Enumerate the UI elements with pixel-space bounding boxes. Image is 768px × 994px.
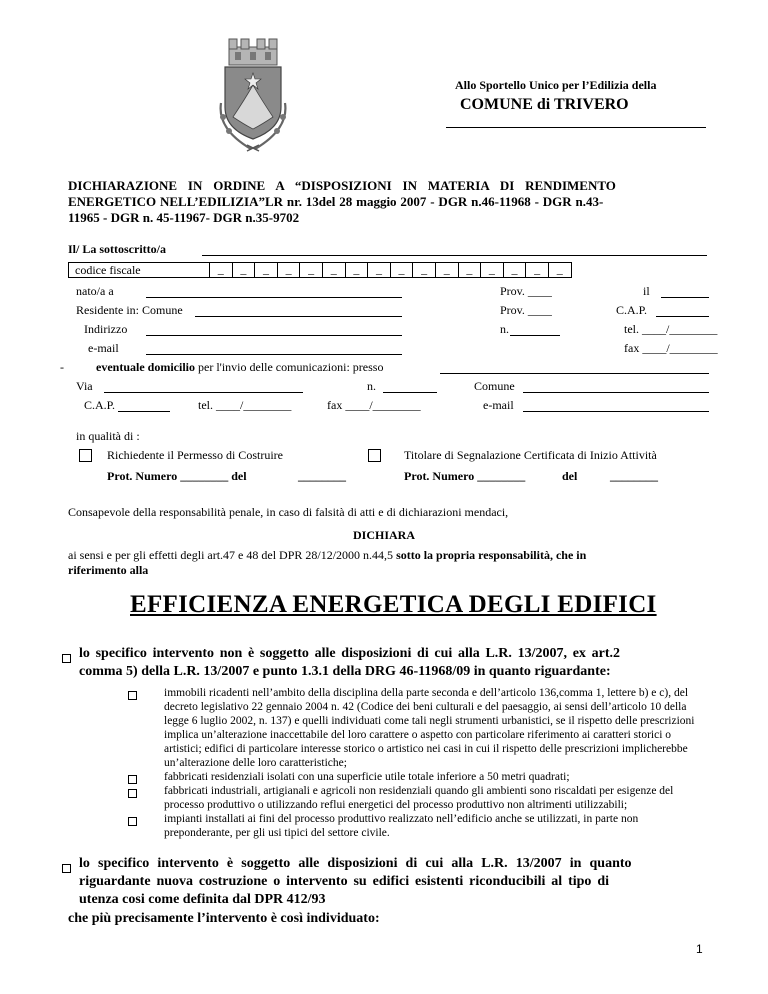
domicile-number-field[interactable] — [383, 392, 437, 393]
domicile-via-label: Via — [76, 379, 93, 393]
legal-reference-bold: sotto la propria responsabilità, che in — [396, 548, 587, 562]
municipal-coat-of-arms-logo — [211, 33, 295, 157]
tax-code-cell[interactable]: _ — [254, 262, 277, 278]
tax-code-cell[interactable]: _ — [548, 262, 572, 278]
address-label: Indirizzo — [84, 322, 128, 336]
legal-reference-line2: riferimento alla — [68, 563, 149, 577]
option-not-subject-line1: lo specifico intervento non è soggetto alle disposizioni di cui alla L.R. 13/2007, ex art.2 — [79, 646, 621, 661]
domicile-email-label: e-mail — [483, 398, 514, 412]
address-number-label: n. — [500, 322, 509, 336]
tax-code-cell[interactable]: _ — [232, 262, 255, 278]
scia-holder-label: Titolare di Segnalazione Certificata di Inizio Attività — [404, 448, 657, 462]
tax-code-cell[interactable]: _ — [322, 262, 345, 278]
permit-applicant-checkbox[interactable] — [79, 449, 92, 462]
domicile-presso-field[interactable] — [440, 373, 709, 374]
legal-reference-normal: ai sensi e per gli effetti degli art.47 e 48 del DPR 28/12/2000 n.44,5 — [68, 548, 397, 562]
permit-applicant-label: Richiedente il Permesso di Costruire — [107, 448, 283, 462]
tax-code-cell[interactable]: _ — [525, 262, 548, 278]
email-field[interactable] — [146, 354, 402, 355]
exemption-checkbox-small-residential[interactable] — [128, 775, 137, 784]
option-subject-checkbox[interactable] — [62, 864, 71, 873]
applicant-fax-field[interactable]: fax ____/________ — [624, 341, 718, 355]
tax-code-cell[interactable]: _ — [390, 262, 413, 278]
municipality-name: COMUNE di TRIVERO — [460, 96, 629, 113]
exemption-small-residential-text: fabbricati residenziali isolati con una superficie utile totale inferiore a 50 metri quadrati; — [164, 771, 570, 783]
page-number: 1 — [696, 942, 703, 956]
scia-protocol-date-field[interactable]: ________ — [610, 469, 658, 483]
option-subject-line1: lo specifico intervento è soggetto alle disposizioni di cui alla L.R. 13/2007 in quanto — [79, 856, 632, 871]
birth-date-label: il — [643, 284, 650, 298]
undersigned-name-field[interactable] — [202, 255, 707, 256]
tax-code-field[interactable] — [68, 262, 572, 278]
domicile-email-field[interactable] — [523, 411, 709, 412]
declaration-title-line1: DICHIARAZIONE IN ORDINE A “DISPOSIZIONI IN MATERIA DI RENDIMENTO — [68, 178, 616, 193]
tax-code-cell[interactable]: _ — [209, 262, 232, 278]
header-rule — [446, 127, 706, 128]
declaration-title-line3: 11965 - DGR n. 45-11967- DGR n.35-9702 — [68, 210, 300, 225]
tax-code-cell[interactable]: _ — [480, 262, 503, 278]
birth-date-field[interactable] — [661, 297, 709, 298]
exemption-checkbox-industrial[interactable] — [128, 789, 137, 798]
domicile-label-rest: per l'invio delle comunicazioni: presso — [195, 360, 384, 374]
undersigned-label: Il/ La sottoscritto/a — [68, 242, 166, 256]
main-title: EFFICIENZA ENERGETICA DEGLI EDIFICI — [130, 591, 657, 618]
option-not-subject-line2: comma 5) della L.R. 13/2007 e punto 1.3.1 della DRG 46-11968/09 in quanto riguardante: — [79, 664, 611, 679]
tax-code-cell[interactable]: _ — [503, 262, 526, 278]
scia-protocol-field[interactable]: Prot. Numero ________ — [404, 469, 526, 483]
email-label: e-mail — [88, 341, 119, 355]
domicile-number-label: n. — [367, 379, 376, 393]
exemption-industrial-text: fabbricati industriali, artigianali e agricoli non residenziali quando gli ambienti sono riscaldati per esigenze del processo produttivo o utilizzando reflui energetici del processo produttivo non altrimenti utilizzabili; — [164, 785, 674, 811]
address-field[interactable] — [146, 335, 402, 336]
exemption-plants-text: impianti installati ai fini del processo produttivo realizzato nell’edificio anche se utilizzati, in parte non preponderante, per gli usi tipici del settore civile. — [164, 813, 639, 839]
exemption-historic-text: immobili ricadenti nell’ambito della disciplina della parte seconda e dell’articolo 136,comma 1, lettere b) e c), del decreto legislativo 22 gennaio 2004 n. 42 (Codice dei beni culturali e del paesaggio, ai sensi dell’articolo 10 della legge 6 luglio 2002, n. 137) e quelli individuati come tali negli strumenti urbanistici, se il rispetto delle prescrizioni implica un’alterazione inaccettabile del loro carattere o aspetto con particolare riferimento ai caratteri storici o artistici; edifici di particolare interesse storico o artistico nei casi in cui il rispetto delle prescrizioni implicherebbe un’alterazione delle loro caratteristiche; — [164, 687, 695, 769]
born-prov-label[interactable]: Prov. ____ — [500, 284, 552, 298]
residence-label: Residente in: Comune — [76, 303, 183, 317]
closing-sentence: che più precisamente l’intervento è così individuato: — [68, 911, 380, 926]
residence-field[interactable] — [195, 316, 402, 317]
residence-cap-label: C.A.P. — [616, 303, 648, 317]
domicile-label-bold: eventuale domicilio — [96, 360, 195, 374]
capacity-label: in qualità di : — [76, 429, 140, 443]
permit-protocol-date-field[interactable]: ________ — [298, 469, 346, 483]
exemption-checkbox-plants[interactable] — [128, 817, 137, 826]
tax-code-cell[interactable]: _ — [435, 262, 458, 278]
scia-holder-checkbox[interactable] — [368, 449, 381, 462]
option-subject-line2: riguardante nuova costruzione o intervento su edifici esistenti riconducibili al tipo di — [79, 874, 610, 889]
address-number-field[interactable] — [510, 335, 560, 336]
born-in-field[interactable] — [146, 297, 402, 298]
option-subject-line3: utenza cosi come definita dal DPR 412/93 — [79, 892, 326, 907]
tax-code-cell[interactable]: _ — [367, 262, 390, 278]
tax-code-cell[interactable]: _ — [412, 262, 435, 278]
tax-code-label: codice fiscale — [68, 262, 209, 278]
domicile-cap-label: C.A.P. — [84, 398, 116, 412]
domicile-fax-field[interactable]: fax ____/________ — [327, 398, 421, 412]
declares-heading: DICHIARA — [353, 528, 416, 542]
applicant-tel-field[interactable]: tel. ____/________ — [624, 322, 718, 336]
legal-reference-line1 — [68, 548, 586, 563]
domicile-cap-field[interactable] — [118, 411, 170, 412]
domicile-comune-field[interactable] — [523, 392, 709, 393]
domicile-label — [96, 360, 383, 375]
born-in-label: nato/a a — [76, 284, 114, 298]
domicile-tel-field[interactable]: tel. ____/________ — [198, 398, 292, 412]
addressee-line: Allo Sportello Unico per l’Edilizia della — [455, 78, 657, 92]
declaration-title-line2: ENERGETICO NELL’EDILIZIA”LR nr. 13del 28 maggio 2007 - DGR n.46-11968 - DGR n.43- — [68, 194, 604, 209]
tax-code-cell[interactable]: _ — [458, 262, 481, 278]
domicile-via-field[interactable] — [104, 392, 303, 393]
domicile-dash: - — [60, 360, 64, 374]
tax-code-cell[interactable]: _ — [345, 262, 368, 278]
awareness-text: Consapevole della responsabilità penale, in caso di falsità di atti e di dichiarazioni mendaci, — [68, 505, 509, 519]
residence-prov-label[interactable]: Prov. ____ — [500, 303, 552, 317]
tax-code-cell[interactable]: _ — [277, 262, 300, 278]
scia-protocol-del-label: del — [562, 469, 578, 483]
residence-cap-field[interactable] — [656, 316, 709, 317]
exemption-checkbox-historic[interactable] — [128, 691, 137, 700]
option-not-subject-checkbox[interactable] — [62, 654, 71, 663]
domicile-comune-label: Comune — [474, 379, 515, 393]
tax-code-cell[interactable]: _ — [299, 262, 322, 278]
permit-protocol-field[interactable]: Prot. Numero ________ del — [107, 469, 247, 483]
